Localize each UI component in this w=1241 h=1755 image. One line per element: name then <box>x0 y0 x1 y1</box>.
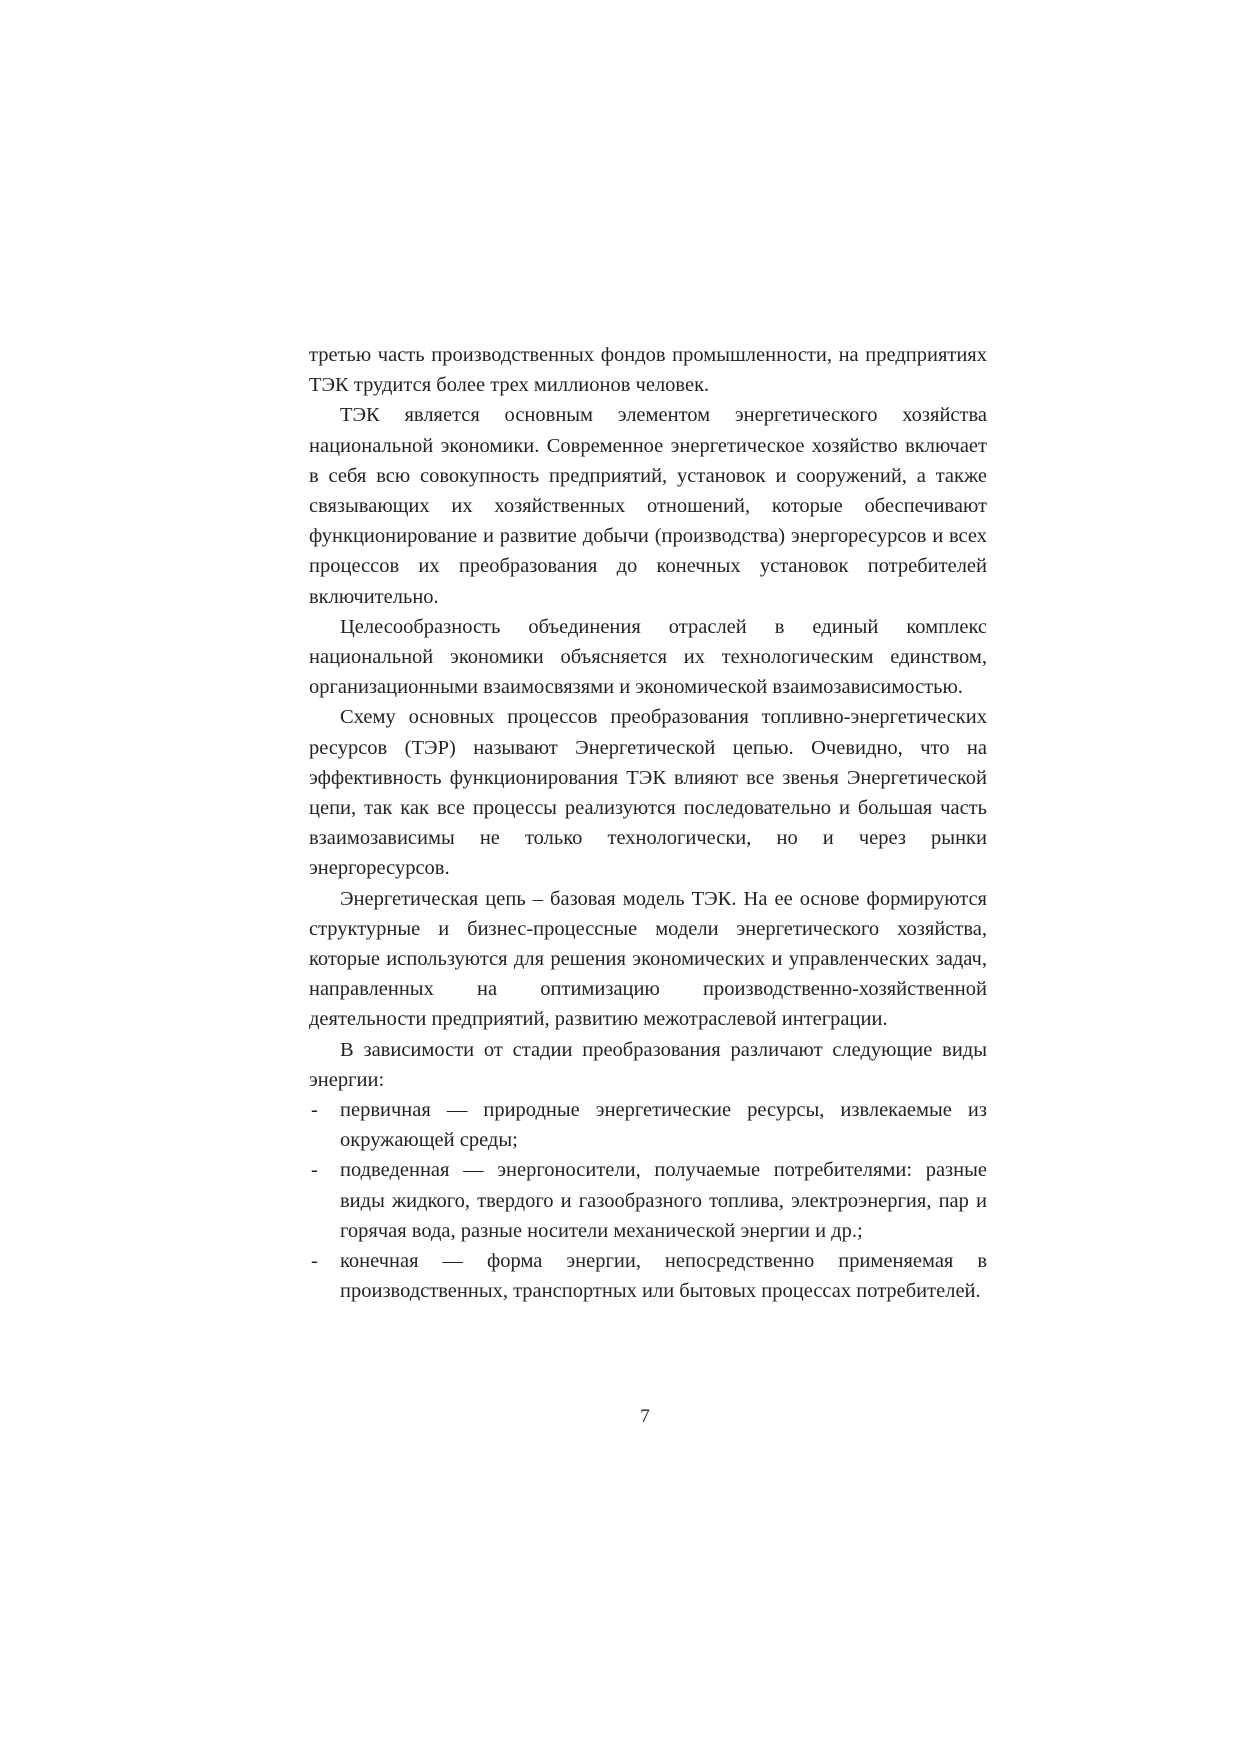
paragraph-base-model: Энергетическая цепь – базовая модель ТЭК. На ее основе формируются структурные и бизнес-процессные модели энергетического хозяйства, которые используются для решения экономических и управленческих задач, направленных на оптимизацию производственно-хозяйственной деятельности предприятий, развитию межотраслевой интеграции. <box>309 887 987 1031</box>
list-item <box>309 1246 987 1306</box>
list-dash: - <box>311 1250 318 1273</box>
paragraph-tek-economy: ТЭК является основным элементом энергетического хозяйства национальной экономики. Современное энергетическое хозяйство включает в себя всю совокупность предприятий, установок и сооружений, а также связывающих их хозяйственных отношений, которые обеспечивают функционирование и развитие добычи (производства) энергоресурсов и всех процессов их преобразования до конечных установок потребителей включительно. <box>309 404 987 608</box>
page-number: 7 <box>640 1406 650 1427</box>
list-item <box>309 1155 987 1246</box>
list-item-text: конечная — форма энергии, непосредственно применяемая в производственных, транспортных или бытовых процессах потребителей. <box>340 1250 987 1303</box>
paragraph-energy-chain: Схему основных процессов преобразования топливно-энергетических ресурсов (ТЭР) называют Энергетической цепью. Очевидно, что на эффективность функционирования ТЭК влияют все звенья Энергетической цепи, так как все процессы реализуются последовательно и большая часть взаимозависимы не только технологически, но и через рынки энергоресурсов. <box>309 706 987 880</box>
paragraph-continuation: третью часть производственных фондов промышленности, на предприятиях ТЭК трудится более трех миллионов человек. <box>309 344 987 397</box>
list-dash: - <box>311 1099 318 1122</box>
list-dash: - <box>311 1159 318 1182</box>
list-item-text: первичная — природные энергетические ресурсы, извлекаемые из окружающей среды; <box>340 1099 987 1152</box>
energy-types-list <box>309 1095 987 1306</box>
paragraph-energy-types-intro: В зависимости от стадии преобразования различают следующие виды энергии: <box>309 1038 987 1091</box>
list-item-text: подведенная — энергоносители, получаемые потребителями: разные виды жидкого, твердого и газообразного топлива, электроэнергия, пар и горячая вода, разные носители механической энергии и др.; <box>340 1159 987 1242</box>
body-text <box>309 340 987 1307</box>
list-item <box>309 1095 987 1155</box>
paragraph-industry-integration: Целесообразность объединения отраслей в единый комплекс национальной экономики объясняется их технологическим единством, организационными взаимосвязями и экономической взаимозависимостью. <box>309 615 987 699</box>
